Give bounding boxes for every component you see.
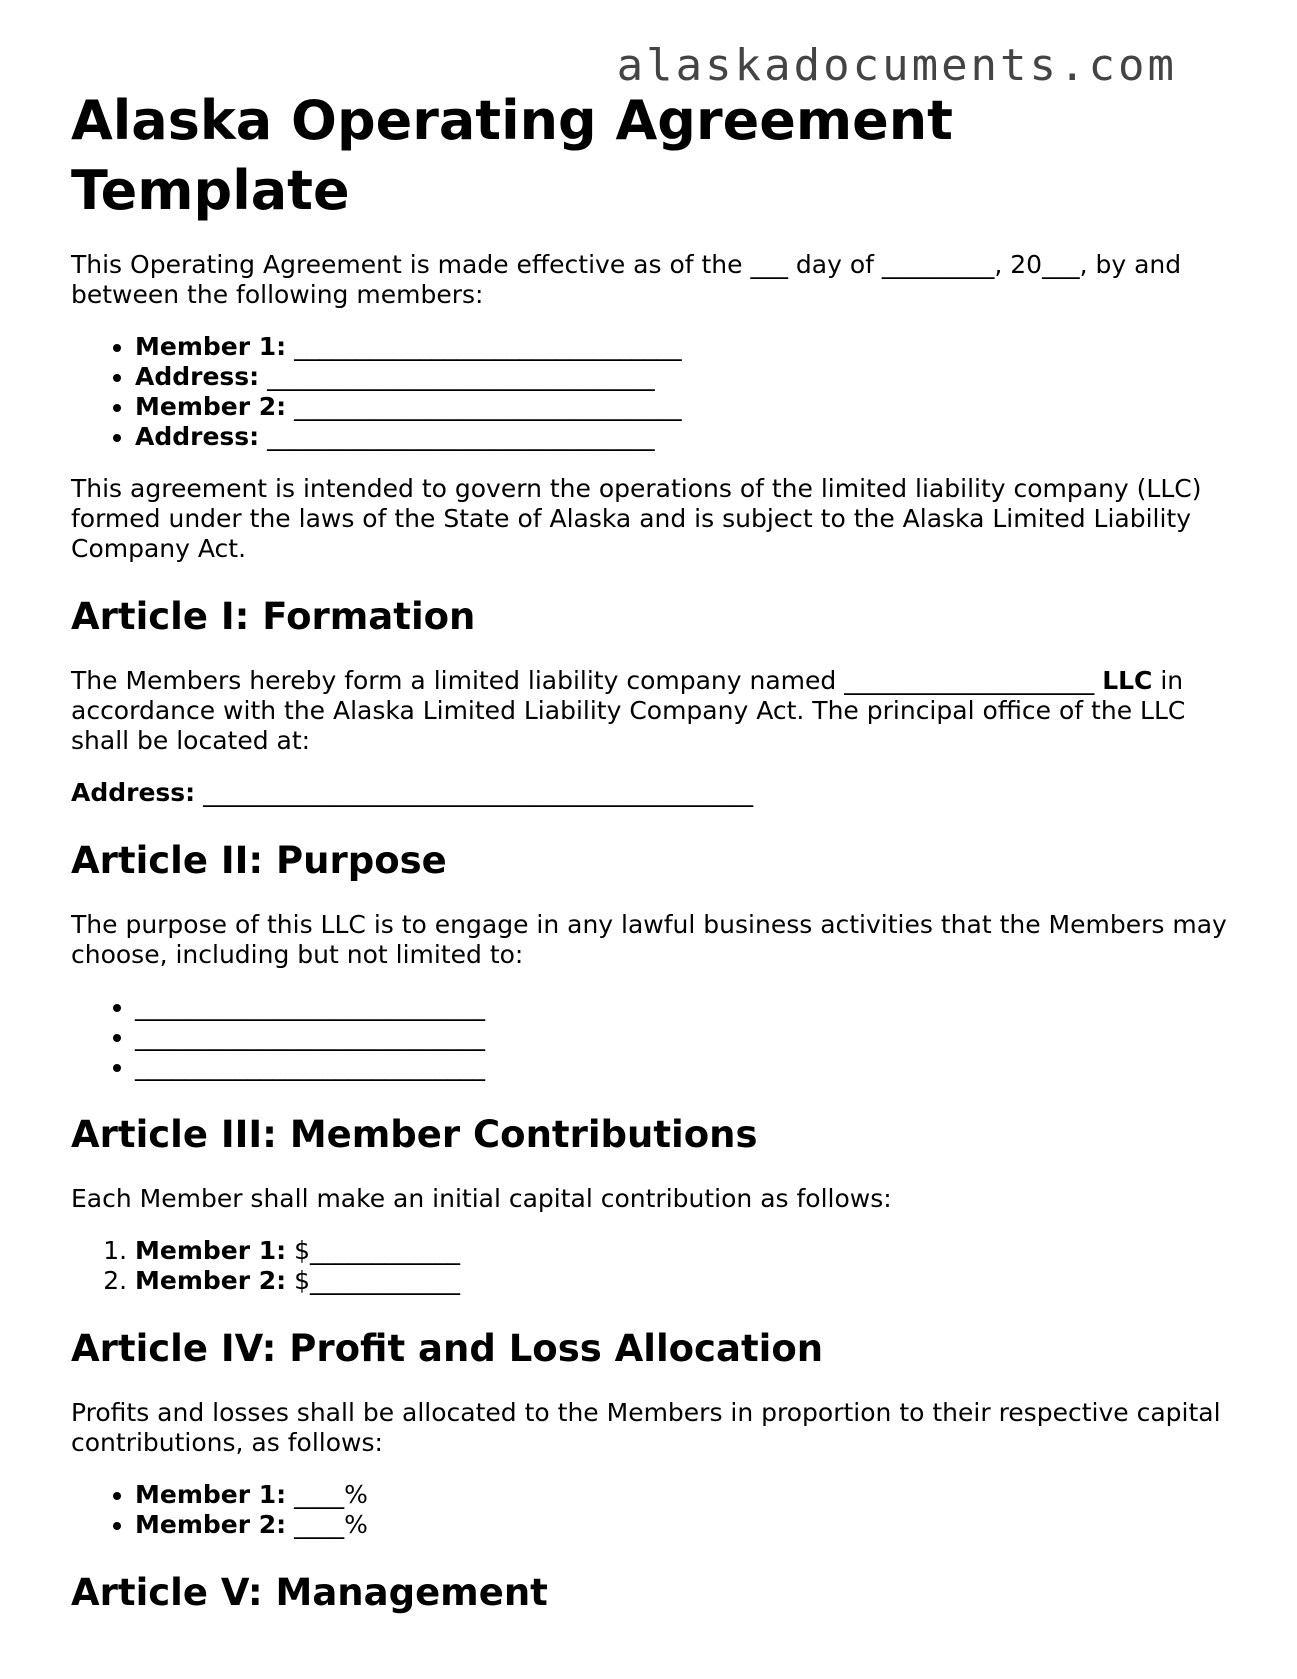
members-list — [71, 332, 1231, 452]
fill-blank[interactable]: ____________________________ — [135, 1022, 485, 1051]
article-5-heading: Article V: Management — [71, 1571, 548, 1614]
member-label: Member 1: — [135, 332, 287, 361]
article-1-heading: Article I: Formation — [71, 595, 476, 638]
purpose-list — [71, 992, 1231, 1082]
allocation-list — [71, 1480, 1231, 1540]
fill-blank[interactable]: ____% — [294, 1480, 368, 1509]
member-label: Member 2: — [135, 1266, 287, 1295]
intro-paragraph: This Operating Agreement is made effective as of the ___ day of _________, 20___, by and between the following members: — [71, 250, 1182, 309]
list-item — [135, 362, 1231, 392]
article-2-paragraph: The purpose of this LLC is to engage in any lawful business activities that the Members may choose, including but not limited to: — [71, 910, 1227, 969]
member-label: Address: — [135, 422, 260, 451]
list-item — [135, 992, 1231, 1022]
fill-blank[interactable]: $____________ — [294, 1236, 461, 1265]
office-address-line — [71, 778, 1231, 808]
list-item — [135, 1052, 1231, 1082]
list-item — [135, 332, 1231, 362]
member-label: Member 1: — [135, 1480, 287, 1509]
list-item — [135, 422, 1231, 452]
fill-blank[interactable]: _______________________________ — [267, 422, 655, 451]
list-item — [135, 1022, 1231, 1052]
member-label: Member 2: — [135, 1510, 287, 1539]
member-label: Member 1: — [135, 1236, 287, 1265]
article-3-heading: Article III: Member Contributions — [71, 1113, 758, 1156]
list-item — [135, 392, 1231, 422]
fill-blank[interactable]: ____________________________________________ — [203, 778, 754, 807]
fill-blank[interactable]: _______________________________ — [294, 332, 682, 361]
article-1-text-after: in accordance with the Alaska Limited Liability Company Act. The principal office of the LLC shall be located at: — [71, 666, 1186, 755]
watermark: alaskadocuments.com — [616, 40, 1177, 91]
scope-paragraph: This agreement is intended to govern the operations of the limited liability company (LLC) formed under the laws of the State of Alaska and is subject to the Alaska Limited Liability Company Act. — [71, 474, 1202, 563]
fill-blank[interactable]: _______________________________ — [267, 362, 655, 391]
article-1-paragraph — [71, 666, 1231, 756]
article-4-paragraph: Profits and losses shall be allocated to the Members in proportion to their respective capital contributions, as follows: — [71, 1398, 1221, 1457]
contributions-list — [71, 1236, 1231, 1296]
fill-blank[interactable]: ____________________________ — [135, 992, 485, 1021]
document-title: Alaska Operating Agreement Template — [71, 89, 953, 222]
list-item — [135, 1510, 1231, 1540]
article-1-text-before: The Members hereby form a limited liability company named ____________________ — [71, 666, 1095, 695]
member-label: Member 2: — [135, 392, 287, 421]
fill-blank[interactable]: _______________________________ — [294, 392, 682, 421]
document-page — [71, 86, 1231, 1616]
list-item — [135, 1266, 1231, 1296]
llc-label: LLC — [1102, 666, 1153, 695]
address-label: Address: — [71, 778, 196, 807]
member-label: Address: — [135, 362, 260, 391]
fill-blank[interactable]: ____________________________ — [135, 1052, 485, 1081]
article-2-heading: Article II: Purpose — [71, 839, 447, 882]
fill-blank[interactable]: ____% — [294, 1510, 368, 1539]
list-item — [135, 1480, 1231, 1510]
list-item — [135, 1236, 1231, 1266]
article-4-heading: Article IV: Profit and Loss Allocation — [71, 1327, 824, 1370]
article-3-paragraph: Each Member shall make an initial capital contribution as follows: — [71, 1184, 892, 1213]
fill-blank[interactable]: $____________ — [294, 1266, 461, 1295]
